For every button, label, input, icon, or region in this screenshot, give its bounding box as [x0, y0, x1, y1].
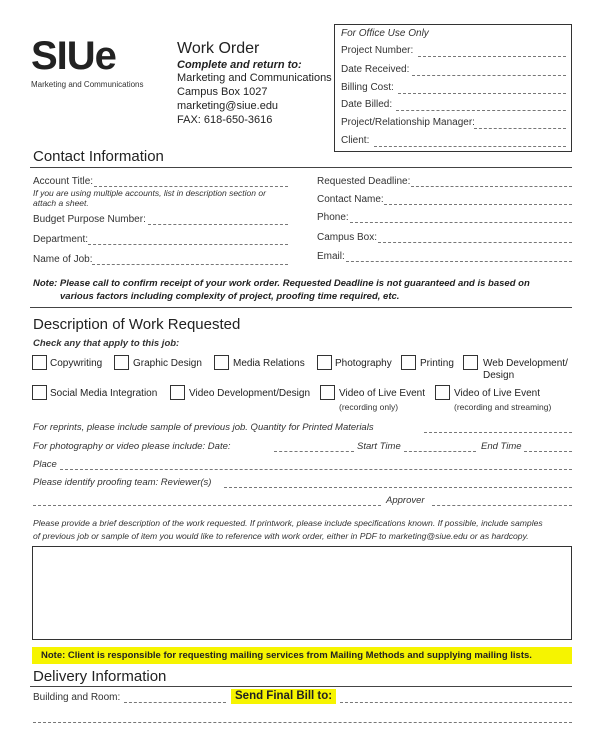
video-live-streaming-label: Video of Live Event [454, 388, 540, 399]
account-note: If you are using multiple accounts, list in description section or [33, 188, 266, 198]
budget-purpose-label: Budget Purpose Number: [33, 214, 146, 225]
mailing-note: Note: Client is responsible for requesting mailing services from Mailing Methods and supplying mailing lists. [41, 650, 532, 661]
building-room-label: Building and Room: [33, 692, 121, 703]
address-line: marketing@siue.edu [177, 100, 279, 112]
video-development-label: Video Development/Design [189, 388, 311, 399]
logo-subtitle: Marketing and Communications [31, 80, 144, 89]
date-billed-field[interactable] [396, 110, 566, 111]
place-label: Place [33, 459, 57, 470]
graphic-design-label: Graphic Design [133, 358, 202, 369]
video-live-recording-label: Video of Live Event [339, 388, 425, 399]
project-number-label: Project Number: [341, 45, 414, 56]
department-field[interactable] [88, 244, 288, 245]
billing-cost-field[interactable] [398, 93, 566, 94]
name-of-job-field[interactable] [92, 264, 288, 265]
account-title-label: Account Title: [33, 176, 94, 187]
reprints-label: For reprints, please include sample of previous job. Quantity for Printed Materials [33, 422, 374, 433]
project-manager-field[interactable] [474, 128, 566, 129]
office-use-title: For Office Use Only [341, 28, 429, 39]
name-of-job-label: Name of Job: [33, 254, 93, 265]
video-live-streaming-checkbox[interactable] [435, 385, 450, 400]
brief-description-instructions: Please provide a brief description of the work requested. If printwork, please include specifications known. If possible, include samples [33, 518, 543, 528]
social-media-checkbox[interactable] [32, 385, 47, 400]
department-label: Department: [33, 234, 89, 245]
building-room-field[interactable] [124, 702, 226, 703]
divider [30, 686, 572, 687]
phone-field[interactable] [350, 222, 572, 223]
reviewers-field[interactable] [224, 487, 572, 488]
campus-box-field[interactable] [378, 242, 572, 243]
budget-purpose-field[interactable] [148, 224, 288, 225]
email-label: Email: [317, 251, 345, 262]
photography-label: Photography [335, 358, 392, 369]
reviewers-continued-field[interactable] [33, 505, 381, 506]
photography-checkbox[interactable] [317, 355, 332, 370]
brief-description-instructions: of previous job or sample of item you would like to reference with work order, either in PDF to marketing@siue.edu or as hardcopy. [33, 531, 529, 541]
end-time-field[interactable] [524, 451, 572, 452]
delivery-information-heading: Delivery Information [33, 668, 167, 685]
account-note: attach a sheet. [33, 198, 89, 208]
social-media-label: Social Media Integration [50, 388, 158, 399]
account-title-field[interactable] [94, 186, 288, 187]
web-development-label: Web Development/ [483, 358, 568, 369]
web-development-checkbox[interactable] [463, 355, 478, 370]
contact-information-heading: Contact Information [33, 148, 164, 165]
send-final-bill-label: Send Final Bill to: [235, 690, 333, 702]
phone-label: Phone: [317, 212, 349, 223]
complete-return-label: Complete and return to: [177, 59, 302, 71]
video-live-streaming-sub: (recording and streaming) [454, 402, 552, 412]
date-received-label: Date Received: [341, 64, 410, 75]
contact-name-field[interactable] [384, 204, 572, 205]
web-development-label-line2: Design [483, 370, 515, 381]
requested-deadline-field[interactable] [411, 186, 572, 187]
copywriting-label: Copywriting [50, 358, 103, 369]
page-title: Work Order [177, 40, 260, 57]
printing-label: Printing [420, 358, 454, 369]
printing-checkbox[interactable] [401, 355, 416, 370]
deadline-note: various factors including complexity of project, proofing time required, etc. [60, 291, 400, 302]
date-received-field[interactable] [412, 75, 566, 76]
email-field[interactable] [346, 261, 572, 262]
campus-box-label: Campus Box: [317, 232, 378, 243]
start-time-field[interactable] [404, 451, 476, 452]
media-relations-checkbox[interactable] [214, 355, 229, 370]
siue-logo: SIUe [31, 34, 116, 78]
requested-deadline-label: Requested Deadline: [317, 176, 411, 187]
project-number-field[interactable] [418, 56, 566, 57]
divider [30, 307, 572, 308]
video-development-checkbox[interactable] [170, 385, 185, 400]
divider [30, 167, 572, 168]
contact-name-label: Contact Name: [317, 194, 384, 205]
client-field[interactable] [374, 146, 566, 147]
client-label: Client: [341, 135, 370, 146]
date-field[interactable] [274, 451, 354, 452]
billing-cost-label: Billing Cost: [341, 82, 394, 93]
project-manager-label: Project/Relationship Manager: [341, 117, 475, 128]
copywriting-checkbox[interactable] [32, 355, 47, 370]
media-relations-label: Media Relations [233, 358, 305, 369]
work-description-textarea[interactable] [32, 546, 572, 640]
approver-field[interactable] [432, 505, 572, 506]
approver-label: Approver [386, 495, 425, 506]
quantity-field[interactable] [424, 432, 572, 433]
send-final-bill-field[interactable] [340, 702, 572, 703]
address-line: Marketing and Communications [177, 72, 332, 84]
address-line: Campus Box 1027 [177, 86, 268, 98]
graphic-design-checkbox[interactable] [114, 355, 129, 370]
end-time-label: End Time [481, 441, 522, 452]
description-heading: Description of Work Requested [33, 316, 241, 333]
check-prompt: Check any that apply to this job: [33, 338, 180, 349]
address-line: FAX: 618-650-3616 [177, 114, 273, 126]
date-billed-label: Date Billed: [341, 99, 393, 110]
photo-video-date-label: For photography or video please include: Date: [33, 441, 231, 452]
video-live-recording-sub: (recording only) [339, 402, 399, 412]
start-time-label: Start Time [357, 441, 401, 452]
delivery-extra-field[interactable] [33, 722, 572, 723]
video-live-recording-checkbox[interactable] [320, 385, 335, 400]
deadline-note: Note: Please call to confirm receipt of your work order. Requested Deadline is not guaranteed and is based on [33, 278, 530, 289]
reviewers-label: Please identify proofing team: Reviewer(s) [33, 477, 212, 488]
place-field[interactable] [60, 469, 572, 470]
